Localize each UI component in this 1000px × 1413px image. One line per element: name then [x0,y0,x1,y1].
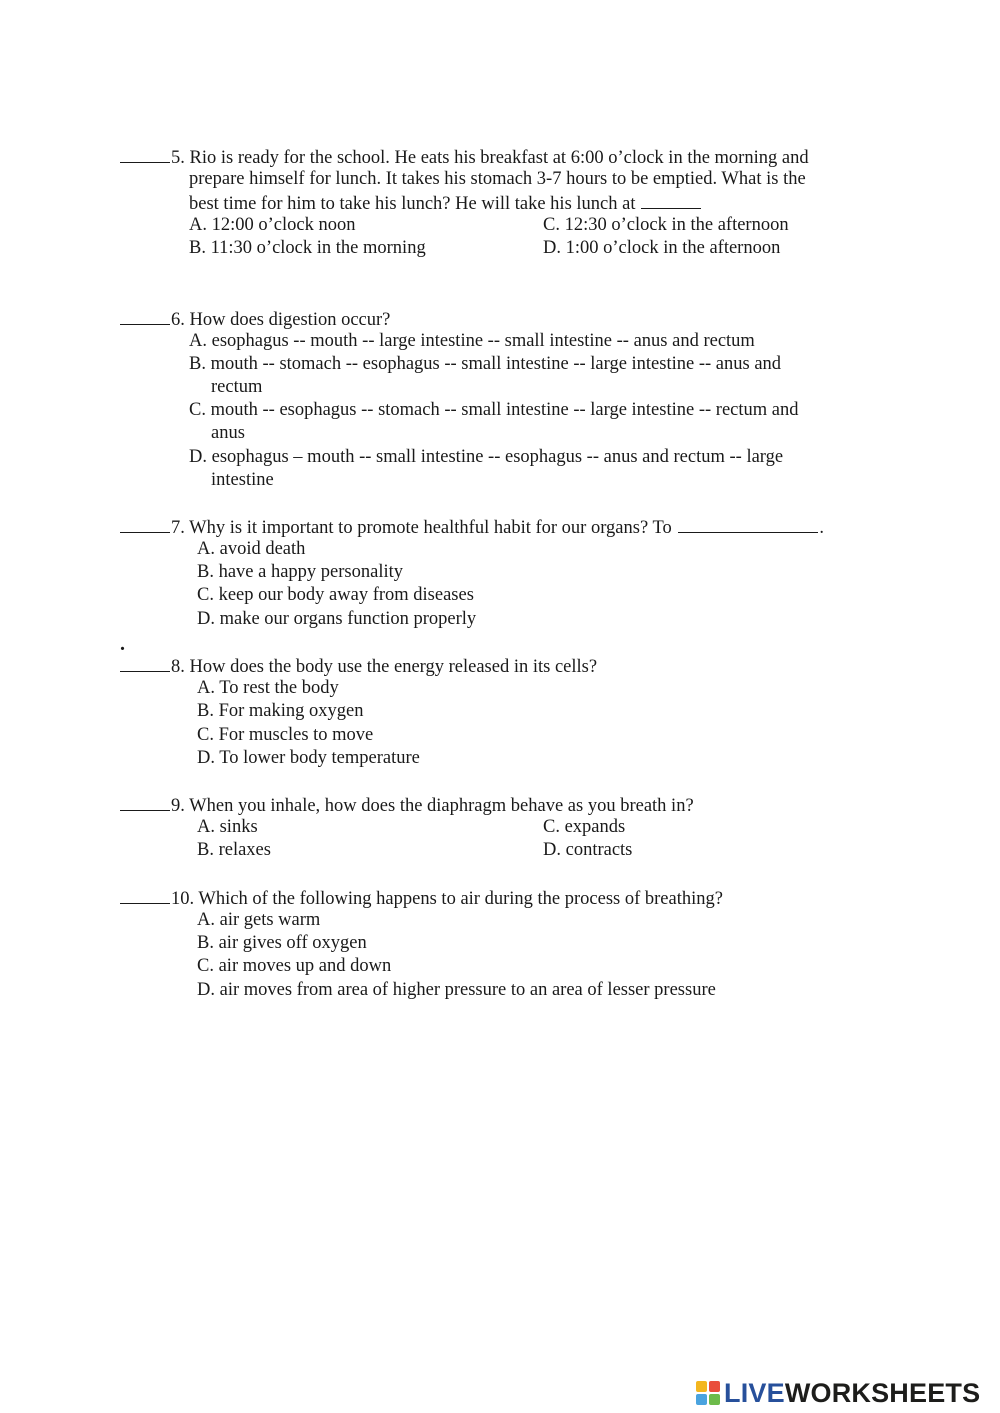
option-10d[interactable]: D. air moves from area of higher pressure to an area of lesser pressure [197,980,716,1000]
option-7a[interactable]: A. avoid death [197,539,306,559]
option-10b[interactable]: B. air gives off oxygen [197,933,367,953]
question-5-line-3: best time for him to take his lunch? He will take his lunch at [189,191,702,216]
option-10c[interactable]: C. air moves up and down [197,956,392,976]
question-10: 10. Which of the following happens to air during the process of breathing? [120,886,723,911]
question-number: 6. [171,310,185,330]
answer-blank-6[interactable] [120,307,170,325]
fill-in-blank-7[interactable] [678,515,818,533]
answer-blank-8[interactable] [120,654,170,672]
option-8d[interactable]: D. To lower body temperature [197,748,420,768]
answer-blank-5[interactable] [120,145,170,163]
liveworksheets-logo-icon [696,1381,722,1407]
answer-blank-9[interactable] [120,793,170,811]
question-6: 6. How does digestion occur? [120,307,390,332]
option-8b[interactable]: B. For making oxygen [197,701,364,721]
liveworksheets-logo[interactable] [696,1378,980,1409]
question-number: 8. [171,657,185,677]
lunch-time-blank[interactable] [641,191,701,209]
option-6a[interactable]: A. esophagus -- mouth -- large intestine -- small intestine -- anus and rectum [189,331,755,351]
option-6b-continued: rectum [211,377,263,397]
logo-tile-icon [696,1381,707,1392]
logo-text: LIVEWORKSHEETS [724,1378,981,1408]
question-8: 8. How does the body use the energy released in its cells? [120,654,597,679]
option-6c[interactable]: C. mouth -- esophagus -- stomach -- small intestine -- large intestine -- rectum and [189,400,799,420]
option-6d[interactable]: D. esophagus – mouth -- small intestine -- esophagus -- anus and rectum -- large [189,447,784,467]
option-9c[interactable]: C. expands [543,817,626,837]
option-9a[interactable]: A. sinks [197,817,258,837]
option-6d-continued: intestine [211,470,274,490]
option-10a[interactable]: A. air gets warm [197,910,321,930]
option-5a[interactable]: A. 12:00 o’clock noon [189,215,356,235]
question-number: 10. [171,889,195,909]
stray-mark: . [120,633,125,655]
logo-tile-icon [696,1394,707,1405]
question-5-line-2: prepare himself for lunch. It takes his stomach 3-7 hours to be emptied. What is the [189,169,806,189]
option-5d[interactable]: D. 1:00 o’clock in the afternoon [543,238,781,258]
question-5-line-1: 5. Rio is ready for the school. He eats his breakfast at 6:00 o’clock in the morning and [120,145,809,170]
question-number: 9. [171,796,185,816]
option-7c[interactable]: C. keep our body away from diseases [197,585,474,605]
question-number: 7. [171,518,185,538]
option-5b[interactable]: B. 11:30 o’clock in the morning [189,238,426,258]
option-9d[interactable]: D. contracts [543,840,633,860]
answer-blank-7[interactable] [120,515,170,533]
question-7: 7. Why is it important to promote healthful habit for our organs? To . [120,515,824,540]
question-number: 5. [171,148,185,168]
answer-blank-10[interactable] [120,886,170,904]
option-7d[interactable]: D. make our organs function properly [197,609,477,629]
option-7b[interactable]: B. have a happy personality [197,562,404,582]
logo-tile-icon [709,1381,720,1392]
option-8c[interactable]: C. For muscles to move [197,725,374,745]
option-6c-continued: anus [211,423,245,443]
question-5 [120,145,809,170]
option-8a[interactable]: A. To rest the body [197,678,339,698]
logo-tile-icon [709,1394,720,1405]
option-9b[interactable]: B. relaxes [197,840,271,860]
option-5c[interactable]: C. 12:30 o’clock in the afternoon [543,215,789,235]
option-6b[interactable]: B. mouth -- stomach -- esophagus -- small intestine -- large intestine -- anus and [189,354,782,374]
question-9: 9. When you inhale, how does the diaphragm behave as you breath in? [120,793,694,818]
